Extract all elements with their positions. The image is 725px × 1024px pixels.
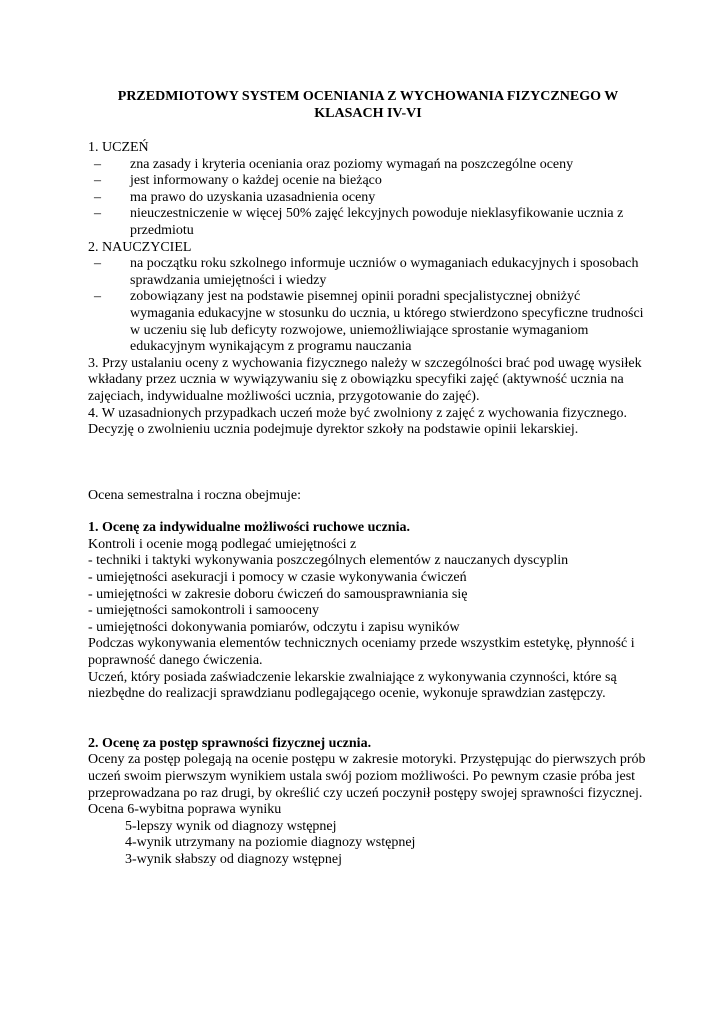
part-1-line: Kontroli i ocenie mogą podlegać umiejętności z <box>88 536 357 552</box>
grades-intro: Ocena 6-wybitna poprawa wyniku <box>88 802 282 818</box>
spacer <box>88 439 648 488</box>
part-1-exemption-paragraph: Uczeń, który posiada zaświadczenie lekarskie zwalniające z wykonywania czynności, które są niezbędne do realizacji sprawdzianu podlegającego ocenie, wykonuje sprawdzian zastępczy. <box>88 669 617 702</box>
dash-bullet: – <box>94 189 101 205</box>
section-1-list <box>88 157 648 240</box>
list-item-text: nieuczestniczenie w więcej 50% zajęć lekcyjnych powoduje nieklasyfikowanie ucznia z przedmiotu <box>130 206 624 238</box>
list-item-text: ma prawo do uzyskania uzasadnienia oceny <box>130 189 376 205</box>
part-1-line: - umiejętności w zakresie doboru ćwiczeń do samousprawniania się <box>88 586 468 602</box>
grade-line: 5-lepszy wynik od diagnozy wstępnej <box>125 818 337 834</box>
assessment-intro: Ocena semestralna i roczna obejmuje: <box>88 487 302 503</box>
dash-bullet: – <box>94 156 101 172</box>
list-item <box>88 173 648 190</box>
section-2-list <box>88 256 648 356</box>
list-item-text: jest informowany o każdej ocenie na bieżąco <box>130 173 382 189</box>
list-item-text: na początku roku szkolnego informuje uczniów o wymaganiach edukacyjnych i sposobach sprawdzania umiejętności i wiedzy <box>130 256 639 288</box>
title-line-1: PRZEDMIOTOWY SYSTEM OCENIANIA Z WYCHOWANIA FIZYCZNEGO W <box>117 89 619 104</box>
list-item <box>88 206 648 239</box>
list-item-text: zna zasady i kryteria oceniania oraz poziomy wymagań na poszczególne oceny <box>130 156 574 172</box>
document-body <box>88 140 648 869</box>
spacer <box>88 703 648 736</box>
part-1-line: - umiejętności dokonywania pomiarów, odczytu i zapisu wyników <box>88 619 460 635</box>
grade-line: 4-wynik utrzymany na poziomie diagnozy wstępnej <box>125 835 416 851</box>
part-2-paragraph: Oceny za postęp polegają na ocenie postępu w zakresie motoryki. Przystępując do pierwszych prób uczeń swoim pierwszym wynikiem ustala swój poziom możliwości. Po pewnym czasie próba jest przeprowadzana po raz drugi, by określić czy uczeń poczynił postępy swojej sprawności fizycznej. <box>88 752 646 801</box>
dash-bullet: – <box>94 206 101 222</box>
list-item <box>88 289 648 355</box>
part-1-line: - umiejętności samokontroli i samooceny <box>88 603 319 619</box>
dash-bullet: – <box>94 256 101 272</box>
section-4-paragraph: 4. W uzasadnionych przypadkach uczeń może być zwolniony z zajęć z wychowania fizycznego. Decyzję o zwolnieniu ucznia podejmuje dyrektor szkoły na podstawie opinii lekarskiej. <box>88 405 628 438</box>
part-1-heading: 1. Ocenę za indywidualne możliwości ruchowe ucznia. <box>88 520 410 536</box>
list-item-text: zobowiązany jest na podstawie pisemnej opinii poradni specjalistycznej obniżyć wymagania edukacyjne w stosunku do ucznia, u którego stwierdzono specyficzne trudności w uczeniu się lub deficyty rozwojowe, uniemożliwiające sprostanie wymaganiom edukacyjnym wynikającym z programu nauczania <box>130 289 644 355</box>
section-2-heading: 2. NAUCZYCIEL <box>88 239 192 255</box>
spacer <box>88 504 648 520</box>
list-item <box>88 157 648 174</box>
section-3-paragraph: 3. Przy ustalaniu oceny z wychowania fizycznego należy w szczególności brać pod uwagę wysiłek wkładany przez ucznia w wywiązywaniu się z obowiązku specyfiki zajęć (aktywność ucznia na zajęciach, indywidualne możliwości ucznia, przygotowanie do zajęć). <box>88 355 642 404</box>
list-item <box>88 190 648 207</box>
grade-line: 3-wynik słabszy od diagnozy wstępnej <box>125 851 342 867</box>
dash-bullet: – <box>94 173 101 189</box>
document-title <box>88 88 648 122</box>
section-1-heading: 1. UCZEŃ <box>88 140 149 155</box>
part-1-line: - techniki i taktyki wykonywania poszczególnych elementów z nauczanych dyscyplin <box>88 553 569 569</box>
dash-bullet: – <box>94 289 101 305</box>
title-line-2: KLASACH IV-VI <box>314 106 422 121</box>
part-1-technique-paragraph: Podczas wykonywania elementów technicznych oceniamy przede wszystkim estetykę, płynność i poprawność danego ćwiczenia. <box>88 636 635 669</box>
list-item <box>88 256 648 289</box>
part-2-heading: 2. Ocenę za postęp sprawności fizycznej ucznia. <box>88 735 372 751</box>
part-1-line: - umiejętności asekuracji i pomocy w czasie wykonywania ćwiczeń <box>88 570 467 586</box>
